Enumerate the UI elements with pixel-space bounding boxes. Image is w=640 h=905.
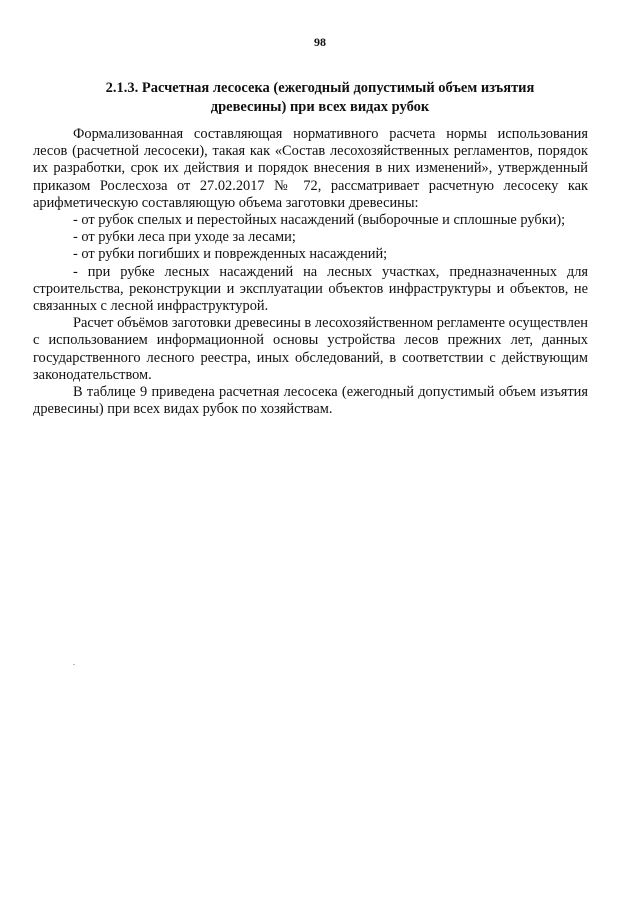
scan-dot bbox=[73, 664, 75, 665]
section-heading-line-2: древесины) при всех видах рубок bbox=[210, 99, 430, 115]
paragraph-table-reference: В таблице 9 приведена расчетная лесосека (ежегодный допустимый объем изъятия древесины) при всех видах рубок по хозяйствам. bbox=[33, 384, 588, 418]
list-item: - от рубки погибших и поврежденных насаждений; bbox=[73, 246, 388, 263]
page-number: 98 bbox=[314, 35, 326, 49]
paragraph-calculation: Расчет объёмов заготовки древесины в лесохозяйственном регламенте осуществлен с использованием информационной основы устройства лесов прежних лет, данных государственного лесного реестра, иных обследований, в соответствии с действующим законодательством. bbox=[33, 315, 588, 383]
list-item: - при рубке лесных насаждений на лесных участках, предназначенных для строительства, реконструкции и эксплуатации объектов инфраструктуры и объектов, не связанных с лесной инфраструктурой. bbox=[33, 263, 588, 315]
body-text bbox=[33, 126, 588, 418]
paragraph-intro: Формализованная составляющая нормативного расчета нормы использования лесов (расчетной лесосеки), такая как «Состав лесохозяйственных регламентов, порядок их разработки, срок их действия и порядок внесения в них изменений», утвержденный приказом Рослесхоза от 27.02.2017 № 72, рассматривает расчетную лесосеку как арифметическую составляющую объема заготовки древесины: bbox=[33, 126, 588, 211]
list-item: - от рубки леса при уходе за лесами; bbox=[73, 229, 296, 246]
section-heading-line-1: 2.1.3. Расчетная лесосека (ежегодный допустимый объем изъятия bbox=[105, 80, 535, 96]
list-item: - от рубок спелых и перестойных насаждений (выборочные и сплошные рубки); bbox=[73, 212, 566, 229]
section-heading bbox=[60, 79, 580, 117]
